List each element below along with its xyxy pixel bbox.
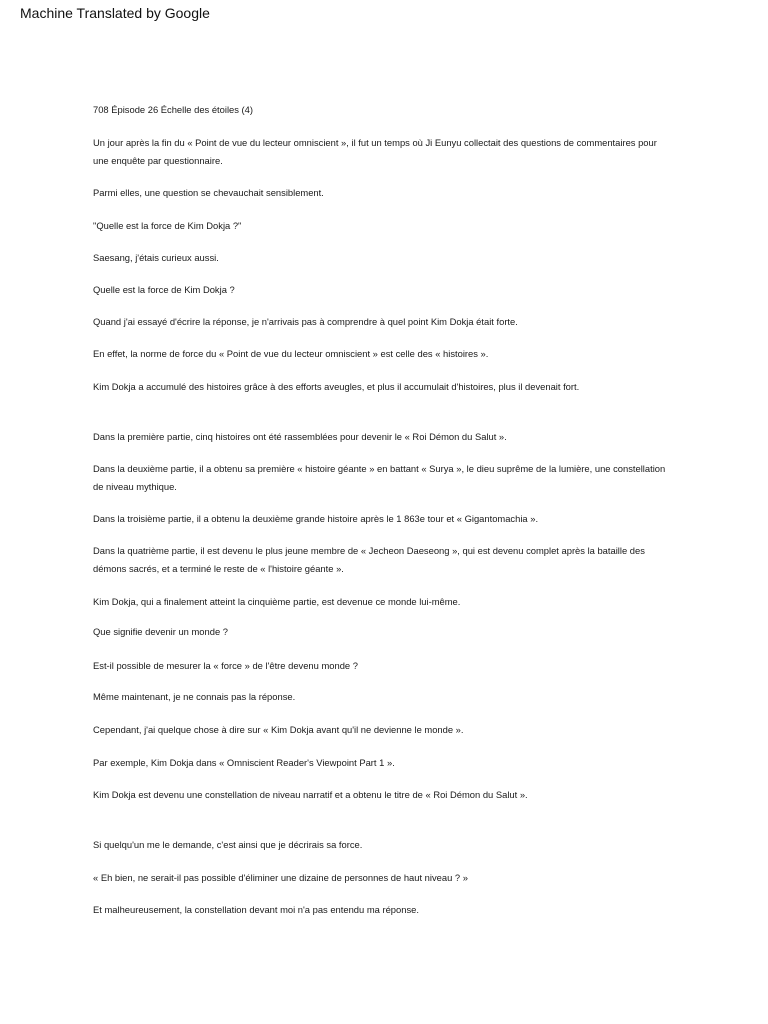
paragraph: En effet, la norme de force du « Point de vue du lecteur omniscient » est celle des « histoires ». [93, 348, 489, 359]
paragraph: Un jour après la fin du « Point de vue du lecteur omniscient », il fut un temps où Ji Eunyu collectait des questions de commentaires pour une enquête par questionnaire. [93, 137, 657, 166]
paragraph: Parmi elles, une question se chevauchait sensiblement. [93, 187, 324, 198]
paragraph: "Quelle est la force de Kim Dokja ?" [93, 220, 242, 231]
paragraph: Dans la première partie, cinq histoires ont été rassemblées pour devenir le « Roi Démon du Salut ». [93, 431, 507, 442]
machine-translation-header: Machine Translated by Google [20, 5, 210, 21]
paragraph: Même maintenant, je ne connais pas la réponse. [93, 691, 296, 702]
paragraph: Quelle est la force de Kim Dokja ? [93, 284, 235, 295]
paragraph: Cependant, j'ai quelque chose à dire sur « Kim Dokja avant qu'il ne devienne le monde ». [93, 724, 464, 735]
paragraph: Saesang, j'étais curieux aussi. [93, 252, 219, 263]
document-title: 708 Épisode 26 Échelle des étoiles (4) [93, 104, 253, 115]
paragraph: Dans la deuxième partie, il a obtenu sa première « histoire géante » en battant « Surya », le dieu suprême de la lumière, une constellation de niveau mythique. [93, 463, 666, 492]
paragraph: Si quelqu'un me le demande, c'est ainsi que je décrirais sa force. [93, 839, 363, 850]
paragraph: Kim Dokja, qui a finalement atteint la cinquième partie, est devenue ce monde lui-même. [93, 596, 461, 607]
paragraph: Par exemple, Kim Dokja dans « Omniscient Reader's Viewpoint Part 1 ». [93, 757, 395, 768]
paragraph: Dans la troisième partie, il a obtenu la deuxième grande histoire après le 1 863e tour et « Gigantomachia ». [93, 513, 539, 524]
paragraph: « Eh bien, ne serait-il pas possible d'éliminer une dizaine de personnes de haut niveau ? » [93, 872, 468, 883]
paragraph: Kim Dokja a accumulé des histoires grâce à des efforts aveugles, et plus il accumulait d'histoires, plus il devenait fort. [93, 381, 580, 392]
paragraph: Kim Dokja est devenu une constellation de niveau narratif et a obtenu le titre de « Roi Démon du Salut ». [93, 789, 528, 800]
paragraph: Et malheureusement, la constellation devant moi n'a pas entendu ma réponse. [93, 904, 419, 915]
paragraph: Quand j'ai essayé d'écrire la réponse, je n'arrivais pas à comprendre à quel point Kim Dokja était forte. [93, 316, 518, 327]
paragraph: Dans la quatrième partie, il est devenu le plus jeune membre de « Jecheon Daeseong », qui est devenu complet après la bataille des démons sacrés, et a terminé le reste de « l'histoire géante ». [93, 545, 645, 574]
paragraph: Que signifie devenir un monde ? [93, 626, 228, 637]
paragraph: Est-il possible de mesurer la « force » de l'être devenu monde ? [93, 660, 358, 671]
